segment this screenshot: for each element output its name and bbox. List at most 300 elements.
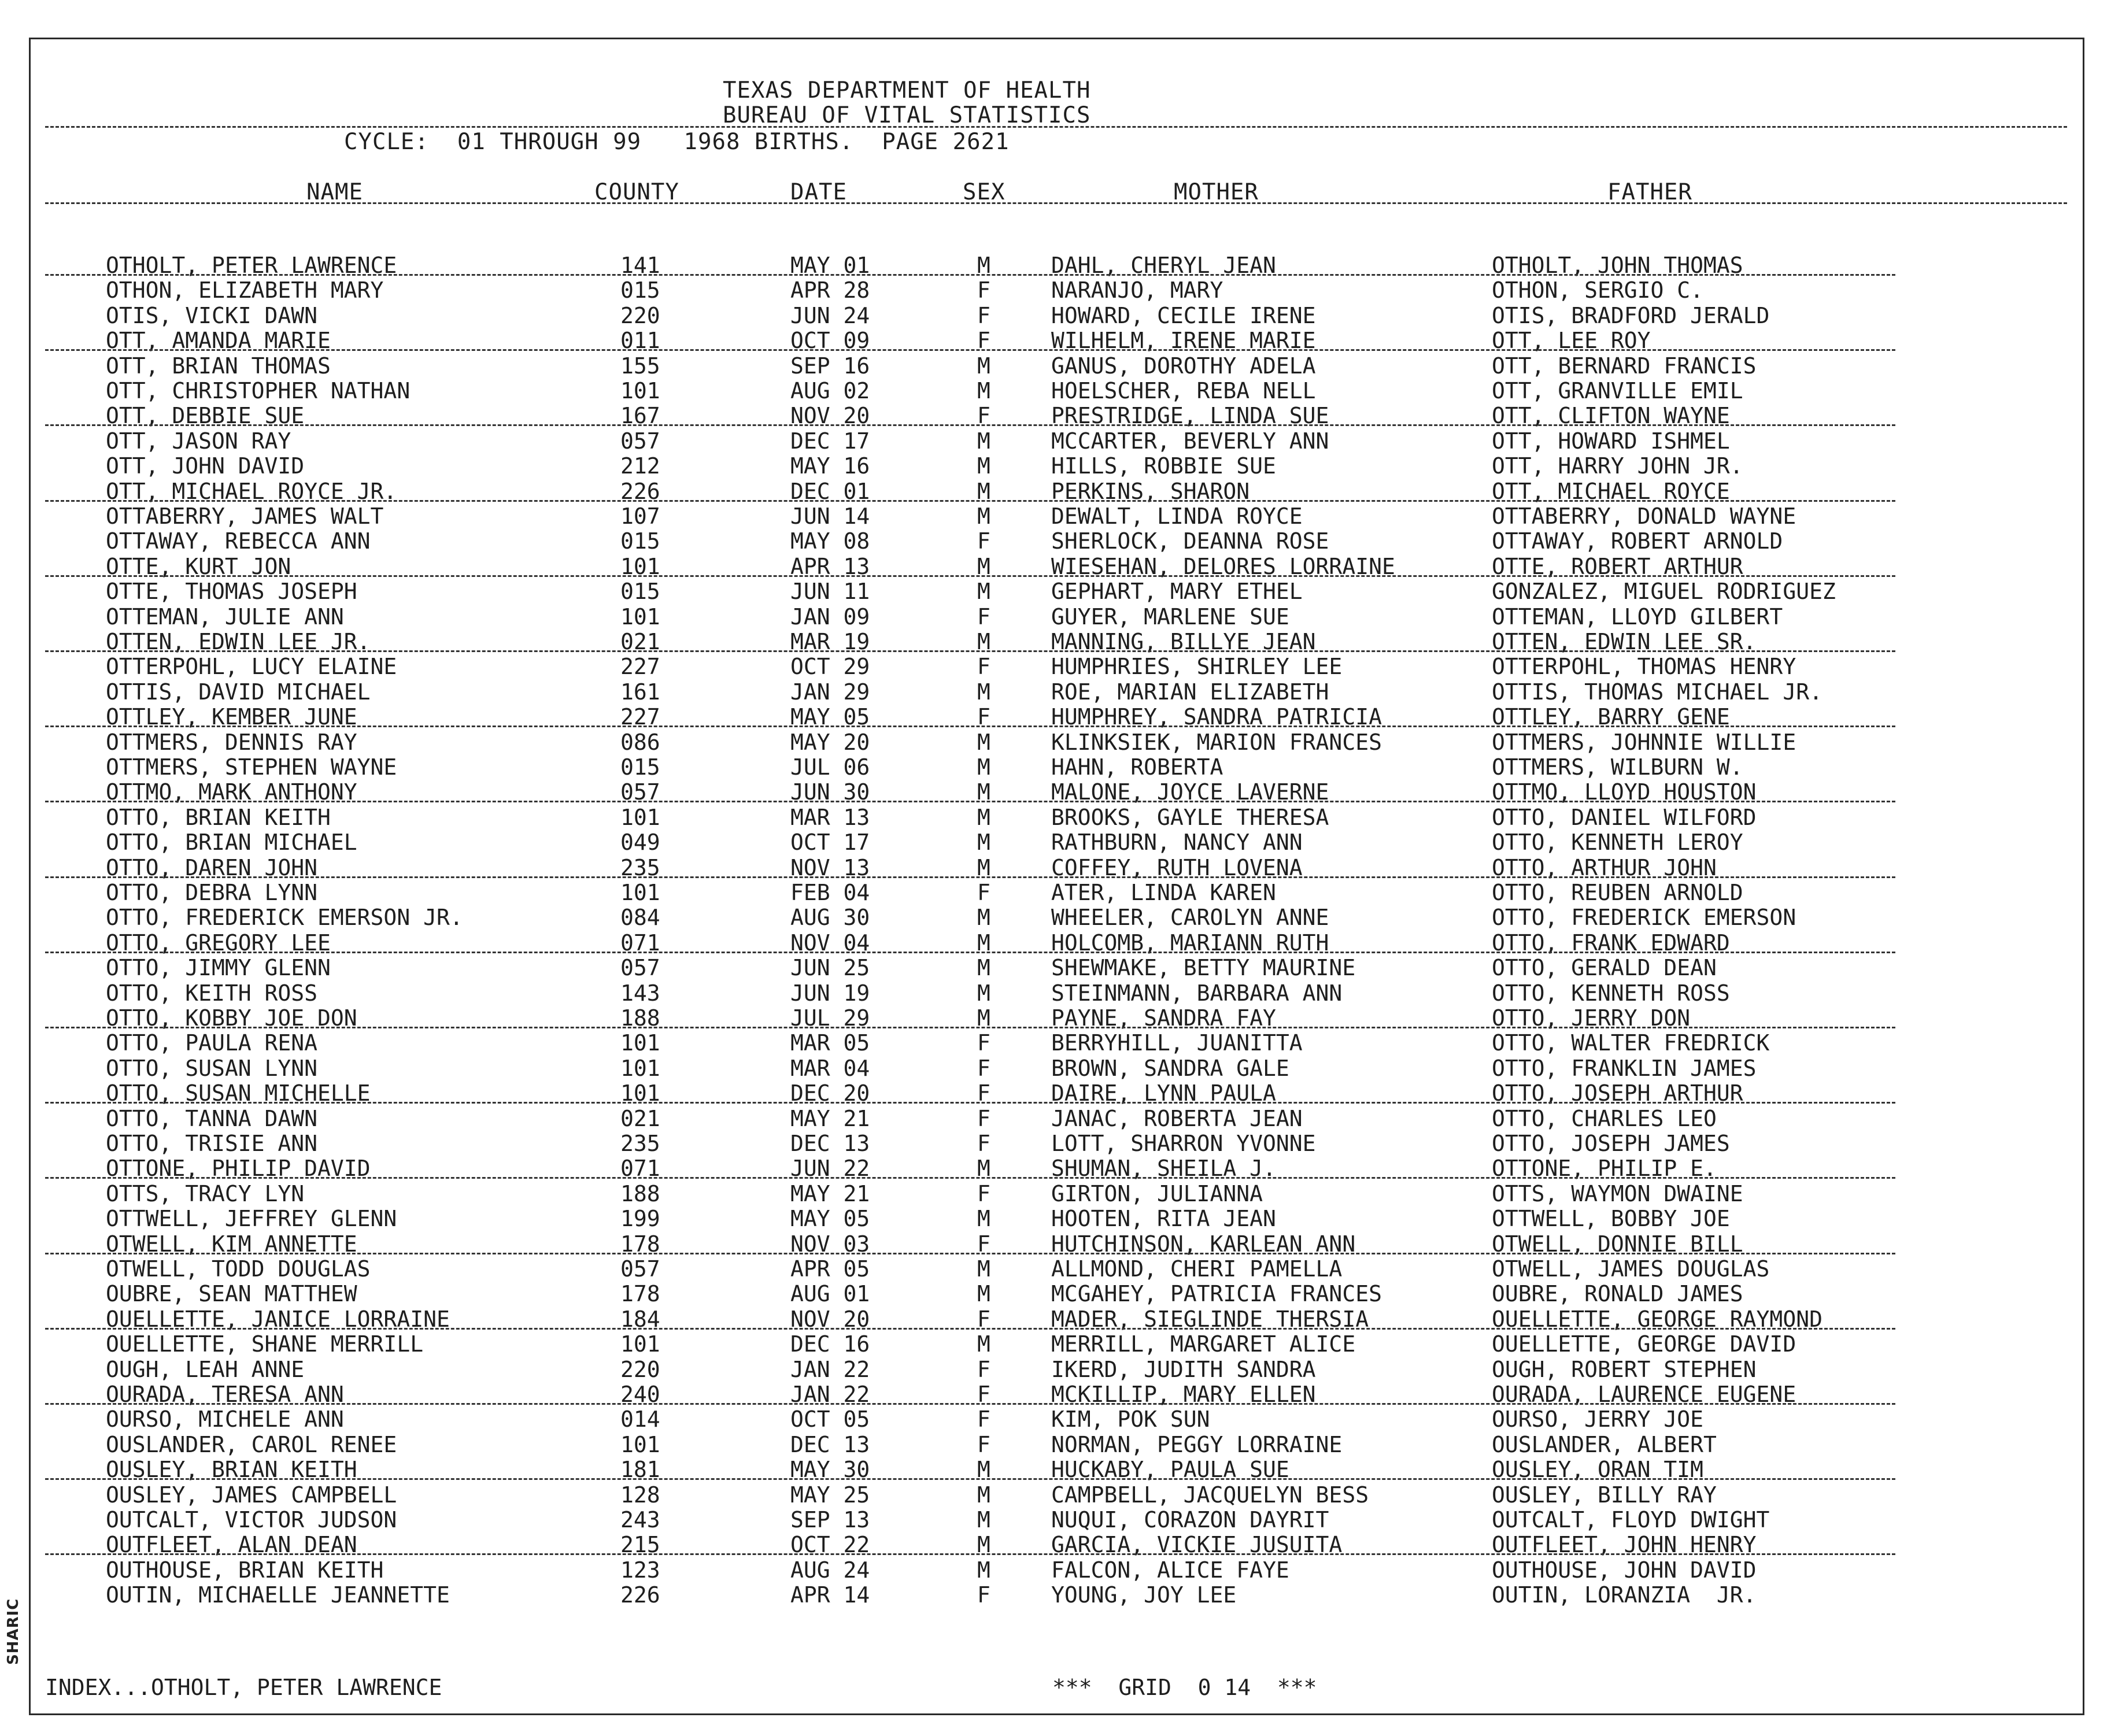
table-row — [0, 1056, 2082, 1081]
cell-sex: F — [977, 1055, 990, 1081]
table-row — [0, 605, 2082, 630]
table-row — [0, 1232, 2082, 1257]
table-row — [0, 379, 2082, 404]
cell-sex: F — [977, 1231, 990, 1257]
cell-father: OTTONE, PHILIP E. — [1492, 1156, 1717, 1182]
cell-county: 101 — [620, 1331, 660, 1357]
table-row — [0, 931, 2082, 956]
column-header-father: FATHER — [1607, 179, 1692, 205]
cell-date: MAY 16 — [790, 453, 870, 479]
table-row — [0, 1081, 2082, 1106]
cell-father: OTTS, WAYMON DWAINE — [1492, 1180, 1743, 1206]
cell-mother: GEPHART, MARY ETHEL — [1051, 579, 1303, 605]
cell-county: 101 — [620, 1431, 660, 1457]
cell-father: OTTO, FRANK EDWARD — [1492, 930, 1730, 956]
cell-sex: M — [977, 729, 990, 755]
cell-date: JUN 11 — [790, 579, 870, 605]
cell-name: OTTO, TRISIE ANN — [106, 1131, 318, 1156]
cell-date: OCT 17 — [790, 830, 870, 856]
table-row — [0, 1106, 2082, 1131]
table-row — [0, 454, 2082, 479]
cell-mother: BERRYHILL, JUANITTA — [1051, 1030, 1303, 1056]
column-header-sex: SEX — [963, 179, 1005, 205]
cell-date: SEP 13 — [790, 1507, 870, 1533]
cell-date: JAN 22 — [790, 1382, 870, 1407]
table-row — [0, 579, 2082, 604]
cell-father: OUGH, ROBERT STEPHEN — [1492, 1356, 1757, 1382]
cell-county: 188 — [620, 1005, 660, 1031]
cell-mother: HUMPHRIES, SHIRLEY LEE — [1051, 654, 1343, 680]
cell-father: OTWELL, DONNIE BILL — [1492, 1231, 1743, 1257]
cell-father: OTTO, ARTHUR JOHN — [1492, 854, 1717, 880]
cell-sex: F — [977, 528, 990, 554]
cell-sex: M — [977, 905, 990, 931]
table-row — [0, 404, 2082, 428]
cell-name: OTTO, PAULA RENA — [106, 1030, 318, 1056]
cell-father: OTT, GRANVILLE EMIL — [1492, 378, 1743, 404]
cell-mother: PAYNE, SANDRA FAY — [1051, 1005, 1276, 1031]
cell-county: 199 — [620, 1206, 660, 1232]
cell-sex: F — [977, 328, 990, 354]
table-row — [0, 1206, 2082, 1231]
cell-father: OTTMO, LLOYD HOUSTON — [1492, 779, 1757, 805]
cell-name: OTHOLT, PETER LAWRENCE — [106, 253, 397, 278]
cell-mother: HUMPHREY, SANDRA PATRICIA — [1051, 704, 1382, 730]
table-row — [0, 354, 2082, 379]
cell-father: OTTWELL, BOBBY JOE — [1492, 1206, 1730, 1232]
table-row — [0, 755, 2082, 780]
cell-father: OTTO, DANIEL WILFORD — [1492, 804, 1757, 830]
cell-name: OTTMERS, STEPHEN WAYNE — [106, 754, 397, 780]
cell-sex: F — [977, 302, 990, 328]
cell-mother: HOOTEN, RITA JEAN — [1051, 1206, 1276, 1232]
cell-mother: MANNING, BILLYE JEAN — [1051, 629, 1316, 654]
cell-sex: M — [977, 1457, 990, 1483]
cell-mother: SHUMAN, SHEILA J. — [1051, 1156, 1276, 1182]
cell-mother: CAMPBELL, JACQUELYN BESS — [1051, 1482, 1369, 1508]
report-bureau: BUREAU OF VITAL STATISTICS — [723, 102, 1091, 128]
cell-mother: GIRTON, JULIANNA — [1051, 1180, 1263, 1206]
cell-name: OUELLETTE, JANICE LORRAINE — [106, 1306, 450, 1332]
cell-father: OUELLETTE, GEORGE RAYMOND — [1492, 1306, 1822, 1332]
cell-county: 226 — [620, 478, 660, 504]
cell-father: OTTLEY, BARRY GENE — [1492, 704, 1730, 730]
cell-date: MAY 01 — [790, 253, 870, 278]
cell-name: OTTO, FREDERICK EMERSON JR. — [106, 905, 463, 931]
cell-date: APR 13 — [790, 553, 870, 579]
cell-name: OTTO, DEBRA LYNN — [106, 880, 318, 905]
cell-father: OTTAWAY, ROBERT ARNOLD — [1492, 528, 1783, 554]
cell-sex: M — [977, 1256, 990, 1282]
table-row — [0, 905, 2082, 930]
cell-sex: F — [977, 1382, 990, 1407]
cell-date: NOV 13 — [790, 854, 870, 880]
cell-county: 101 — [620, 604, 660, 630]
cell-sex: M — [977, 1532, 990, 1558]
table-row — [0, 1483, 2082, 1508]
cell-county: 107 — [620, 504, 660, 529]
cell-date: JAN 29 — [790, 679, 870, 705]
cell-father: OTT, HOWARD ISHMEL — [1492, 428, 1730, 454]
cell-father: OTTE, ROBERT ARTHUR — [1492, 553, 1743, 579]
cell-date: JUN 25 — [790, 955, 870, 981]
cell-sex: F — [977, 1431, 990, 1457]
cell-father: OUELLETTE, GEORGE DAVID — [1492, 1331, 1796, 1357]
cell-county: 235 — [620, 1131, 660, 1156]
cell-sex: F — [977, 880, 990, 905]
cell-sex: F — [977, 704, 990, 730]
cell-name: OTTO, JIMMY GLENN — [106, 955, 331, 981]
cell-sex: M — [977, 854, 990, 880]
cell-mother: WHEELER, CAROLYN ANNE — [1051, 905, 1329, 931]
cell-county: 101 — [620, 1030, 660, 1056]
cell-county: 212 — [620, 453, 660, 479]
cell-father: OUSLANDER, ALBERT — [1492, 1431, 1717, 1457]
table-row — [0, 705, 2082, 730]
cell-name: OTT, AMANDA MARIE — [106, 328, 331, 354]
column-header-county: COUNTY — [594, 179, 679, 205]
cell-name: OTWELL, KIM ANNETTE — [106, 1231, 357, 1257]
cell-date: SEP 16 — [790, 353, 870, 379]
cell-county: 071 — [620, 1156, 660, 1182]
cell-father: OTWELL, JAMES DOUGLAS — [1492, 1256, 1770, 1282]
cell-date: MAY 08 — [790, 528, 870, 554]
cell-father: OUSLEY, BILLY RAY — [1492, 1482, 1717, 1508]
cell-sex: M — [977, 553, 990, 579]
cell-name: OUTHOUSE, BRIAN KEITH — [106, 1557, 384, 1583]
cell-sex: M — [977, 1156, 990, 1182]
cell-name: OTTO, KEITH ROSS — [106, 980, 318, 1006]
cell-mother: MCCARTER, BEVERLY ANN — [1051, 428, 1329, 454]
cell-county: 188 — [620, 1180, 660, 1206]
table-row — [0, 328, 2082, 353]
cell-date: MAR 13 — [790, 804, 870, 830]
cell-mother: ROE, MARIAN ELIZABETH — [1051, 679, 1329, 705]
cell-father: OUTCALT, FLOYD DWIGHT — [1492, 1507, 1770, 1533]
cell-sex: M — [977, 930, 990, 956]
cell-name: OUSLANDER, CAROL RENEE — [106, 1431, 397, 1457]
cell-father: OTTEN, EDWIN LEE SR. — [1492, 629, 1757, 654]
table-row — [0, 278, 2082, 303]
cell-county: 143 — [620, 980, 660, 1006]
cell-county: 226 — [620, 1582, 660, 1608]
table-row — [0, 1433, 2082, 1457]
cell-mother: ATER, LINDA KAREN — [1051, 880, 1276, 905]
cell-mother: KLINKSIEK, MARION FRANCES — [1051, 729, 1382, 755]
cell-name: OTTWELL, JEFFREY GLENN — [106, 1206, 397, 1232]
cell-name: OUSLEY, JAMES CAMPBELL — [106, 1482, 397, 1508]
cell-name: OTTO, KOBBY JOE DON — [106, 1005, 357, 1031]
cell-name: OTTO, BRIAN KEITH — [106, 804, 331, 830]
column-header-name: NAME — [306, 179, 363, 205]
cell-mother: COFFEY, RUTH LOVENA — [1051, 854, 1303, 880]
cell-date: DEC 13 — [790, 1131, 870, 1156]
cell-mother: HOLCOMB, MARIANN RUTH — [1051, 930, 1329, 956]
cell-name: OTTO, BRIAN MICHAEL — [106, 830, 357, 856]
cell-sex: M — [977, 1281, 990, 1307]
cell-county: 141 — [620, 253, 660, 278]
cell-father: OTTO, JOSEPH JAMES — [1492, 1131, 1730, 1156]
cell-county: 128 — [620, 1482, 660, 1508]
cell-name: OUSLEY, BRIAN KEITH — [106, 1457, 357, 1483]
cell-sex: M — [977, 629, 990, 654]
cell-date: MAR 04 — [790, 1055, 870, 1081]
cell-father: OTT, MICHAEL ROYCE — [1492, 478, 1730, 504]
side-label: SHARIC — [5, 1598, 22, 1665]
cell-mother: SHERLOCK, DEANNA ROSE — [1051, 528, 1329, 554]
cell-sex: F — [977, 1356, 990, 1382]
cell-sex: F — [977, 1105, 990, 1131]
cell-name: OTIS, VICKI DAWN — [106, 302, 318, 328]
cell-name: OTTO, DAREN JOHN — [106, 854, 318, 880]
table-row — [0, 529, 2082, 554]
cell-mother: HOELSCHER, REBA NELL — [1051, 378, 1316, 404]
cell-date: JAN 22 — [790, 1356, 870, 1382]
cell-county: 101 — [620, 804, 660, 830]
cell-date: JUN 14 — [790, 504, 870, 529]
cell-date: JUN 30 — [790, 779, 870, 805]
table-row — [0, 856, 2082, 880]
table-row — [0, 504, 2082, 529]
cell-mother: MCGAHEY, PATRICIA FRANCES — [1051, 1281, 1382, 1307]
cell-sex: F — [977, 604, 990, 630]
cell-mother: WILHELM, IRENE MARIE — [1051, 328, 1316, 354]
cell-father: OTTO, GERALD DEAN — [1492, 955, 1717, 981]
table-row — [0, 1282, 2082, 1306]
table-row — [0, 303, 2082, 328]
cell-sex: F — [977, 1180, 990, 1206]
cell-date: AUG 24 — [790, 1557, 870, 1583]
cell-date: AUG 01 — [790, 1281, 870, 1307]
cell-date: MAY 21 — [790, 1180, 870, 1206]
cell-name: OTTE, KURT JON — [106, 553, 291, 579]
cell-date: OCT 09 — [790, 328, 870, 354]
footer-grid: *** GRID 0 14 *** — [1052, 1675, 1317, 1700]
cell-mother: HAHN, ROBERTA — [1051, 754, 1223, 780]
cell-county: 015 — [620, 754, 660, 780]
cell-father: OTTERPOHL, THOMAS HENRY — [1492, 654, 1796, 680]
column-header-mother: MOTHER — [1174, 179, 1259, 205]
table-row — [0, 654, 2082, 679]
cell-date: OCT 22 — [790, 1532, 870, 1558]
cell-county: 084 — [620, 905, 660, 931]
cell-father: OTT, LEE ROY — [1492, 328, 1651, 354]
cell-mother: IKERD, JUDITH SANDRA — [1051, 1356, 1316, 1382]
cell-name: OTHON, ELIZABETH MARY — [106, 277, 384, 303]
cell-father: OTIS, BRADFORD JERALD — [1492, 302, 1770, 328]
cycle-line: CYCLE: 01 THROUGH 99 1968 BIRTHS. PAGE 2621 — [344, 129, 1010, 155]
column-header-rule — [45, 202, 2067, 204]
cell-father: OTT, BERNARD FRANCIS — [1492, 353, 1757, 379]
cell-county: 101 — [620, 1055, 660, 1081]
cell-date: OCT 29 — [790, 654, 870, 680]
cell-date: JUN 24 — [790, 302, 870, 328]
cell-father: OUSLEY, ORAN TIM — [1492, 1457, 1704, 1483]
cell-father: OTTIS, THOMAS MICHAEL JR. — [1492, 679, 1822, 705]
cell-county: 015 — [620, 579, 660, 605]
cell-name: OTT, CHRISTOPHER NATHAN — [106, 378, 411, 404]
cell-name: OTT, DEBBIE SUE — [106, 403, 305, 429]
table-row — [0, 1508, 2082, 1533]
cell-father: OTTO, CHARLES LEO — [1492, 1105, 1717, 1131]
cell-county: 240 — [620, 1382, 660, 1407]
cell-mother: HUCKABY, PAULA SUE — [1051, 1457, 1289, 1483]
table-row — [0, 1257, 2082, 1282]
cell-name: OTTS, TRACY LYN — [106, 1180, 305, 1206]
cell-sex: M — [977, 1005, 990, 1031]
table-row — [0, 1533, 2082, 1557]
cell-date: NOV 20 — [790, 403, 870, 429]
table-row — [0, 1307, 2082, 1332]
cell-name: OTTMERS, DENNIS RAY — [106, 729, 357, 755]
cell-mother: GARCIA, VICKIE JUSUITA — [1051, 1532, 1343, 1558]
cell-county: 071 — [620, 930, 660, 956]
table-row — [0, 1332, 2082, 1357]
cell-name: OTT, JASON RAY — [106, 428, 291, 454]
cell-father: OTTABERRY, DONALD WAYNE — [1492, 504, 1796, 529]
table-row — [0, 1357, 2082, 1382]
cell-sex: M — [977, 353, 990, 379]
cell-father: OTHON, SERGIO C. — [1492, 277, 1704, 303]
cell-mother: YOUNG, JOY LEE — [1051, 1582, 1237, 1608]
table-row — [0, 680, 2082, 705]
cell-date: MAY 05 — [790, 704, 870, 730]
cell-sex: M — [977, 579, 990, 605]
cell-date: JUN 19 — [790, 980, 870, 1006]
cell-county: 101 — [620, 378, 660, 404]
cell-mother: WIESEHAN, DELORES LORRAINE — [1051, 553, 1395, 579]
cell-mother: NUQUI, CORAZON DAYRIT — [1051, 1507, 1329, 1533]
cell-name: OTTO, GREGORY LEE — [106, 930, 331, 956]
cell-father: OUTIN, LORANZIA JR. — [1492, 1582, 1757, 1608]
column-header-date: DATE — [790, 179, 847, 205]
cell-date: APR 05 — [790, 1256, 870, 1282]
table-row — [0, 479, 2082, 504]
cell-mother: NORMAN, PEGGY LORRAINE — [1051, 1431, 1343, 1457]
cell-name: OUELLETTE, SHANE MERRILL — [106, 1331, 424, 1357]
cell-date: MAY 21 — [790, 1105, 870, 1131]
cell-name: OTTAWAY, REBECCA ANN — [106, 528, 371, 554]
cell-name: OTTO, SUSAN LYNN — [106, 1055, 318, 1081]
cell-county: 155 — [620, 353, 660, 379]
cell-sex: M — [977, 504, 990, 529]
cell-sex: F — [977, 654, 990, 680]
cell-mother: PRESTRIDGE, LINDA SUE — [1051, 403, 1329, 429]
cell-sex: M — [977, 830, 990, 856]
cell-sex: M — [977, 428, 990, 454]
table-row — [0, 630, 2082, 654]
cell-date: MAY 05 — [790, 1206, 870, 1232]
cell-name: OTTERPOHL, LUCY ELAINE — [106, 654, 397, 680]
report-title: TEXAS DEPARTMENT OF HEALTH — [723, 77, 1091, 103]
footer-index: INDEX...OTHOLT, PETER LAWRENCE — [45, 1675, 442, 1700]
table-row — [0, 780, 2082, 805]
cell-sex: M — [977, 980, 990, 1006]
cell-date: DEC 13 — [790, 1431, 870, 1457]
cell-sex: F — [977, 1080, 990, 1106]
cell-sex: M — [977, 478, 990, 504]
cell-father: OURADA, LAURENCE EUGENE — [1492, 1382, 1796, 1407]
cell-county: 086 — [620, 729, 660, 755]
cell-mother: RATHBURN, NANCY ANN — [1051, 830, 1303, 856]
table-row — [0, 1182, 2082, 1206]
cell-county: 101 — [620, 553, 660, 579]
cell-mother: DAHL, CHERYL JEAN — [1051, 253, 1276, 278]
cell-sex: M — [977, 1331, 990, 1357]
cell-sex: M — [977, 754, 990, 780]
cell-date: NOV 03 — [790, 1231, 870, 1257]
cell-father: OTTO, KENNETH ROSS — [1492, 980, 1730, 1006]
cell-county: 161 — [620, 679, 660, 705]
cell-father: OTTMERS, JOHNNIE WILLIE — [1492, 729, 1796, 755]
table-row — [0, 1006, 2082, 1031]
cell-county: 101 — [620, 880, 660, 905]
cell-sex: M — [977, 955, 990, 981]
cell-date: JAN 09 — [790, 604, 870, 630]
cell-mother: BROOKS, GAYLE THERESA — [1051, 804, 1329, 830]
cell-county: 101 — [620, 1080, 660, 1106]
cell-mother: HILLS, ROBBIE SUE — [1051, 453, 1276, 479]
cell-name: OTTONE, PHILIP DAVID — [106, 1156, 371, 1182]
cell-name: OURADA, TERESA ANN — [106, 1382, 344, 1407]
cell-name: OTTO, SUSAN MICHELLE — [106, 1080, 371, 1106]
cell-name: OTTLEY, KEMBER JUNE — [106, 704, 357, 730]
cell-father: OTTO, FREDERICK EMERSON — [1492, 905, 1796, 931]
cell-date: MAY 20 — [790, 729, 870, 755]
cell-mother: KIM, POK SUN — [1051, 1406, 1210, 1433]
cell-date: JUL 29 — [790, 1005, 870, 1031]
cell-name: OTTO, TANNA DAWN — [106, 1105, 318, 1131]
cell-county: 178 — [620, 1231, 660, 1257]
cell-mother: DEWALT, LINDA ROYCE — [1051, 504, 1303, 529]
cell-county: 014 — [620, 1406, 660, 1433]
table-row — [0, 1156, 2082, 1181]
cell-date: APR 14 — [790, 1582, 870, 1608]
cell-date: DEC 20 — [790, 1080, 870, 1106]
cell-county: 011 — [620, 328, 660, 354]
table-row — [0, 1131, 2082, 1156]
cell-county: 235 — [620, 854, 660, 880]
cell-name: OUGH, LEAH ANNE — [106, 1356, 305, 1382]
cell-date: DEC 01 — [790, 478, 870, 504]
cell-date: NOV 04 — [790, 930, 870, 956]
table-row — [0, 880, 2082, 905]
cell-sex: M — [977, 679, 990, 705]
cell-mother: HUTCHINSON, KARLEAN ANN — [1051, 1231, 1356, 1257]
cell-date: AUG 02 — [790, 378, 870, 404]
cell-date: MAR 05 — [790, 1030, 870, 1056]
cell-mother: HOWARD, CECILE IRENE — [1051, 302, 1316, 328]
cell-date: APR 28 — [790, 277, 870, 303]
cell-name: OTTABERRY, JAMES WALT — [106, 504, 384, 529]
cell-father: OTTO, FRANKLIN JAMES — [1492, 1055, 1757, 1081]
cell-county: 123 — [620, 1557, 660, 1583]
table-row — [0, 1558, 2082, 1583]
cell-name: OUBRE, SEAN MATTHEW — [106, 1281, 357, 1307]
cell-county: 057 — [620, 779, 660, 805]
cell-sex: F — [977, 1030, 990, 1056]
cell-date: JUN 22 — [790, 1156, 870, 1182]
table-row — [0, 956, 2082, 980]
cell-county: 167 — [620, 403, 660, 429]
cell-father: OTTMERS, WILBURN W. — [1492, 754, 1743, 780]
cell-date: AUG 30 — [790, 905, 870, 931]
cell-sex: M — [977, 378, 990, 404]
table-row — [0, 1457, 2082, 1482]
cell-name: OTWELL, TODD DOUGLAS — [106, 1256, 371, 1282]
table-row — [0, 1382, 2082, 1407]
cell-father: GONZALEZ, MIGUEL RODRIGUEZ — [1492, 579, 1836, 605]
